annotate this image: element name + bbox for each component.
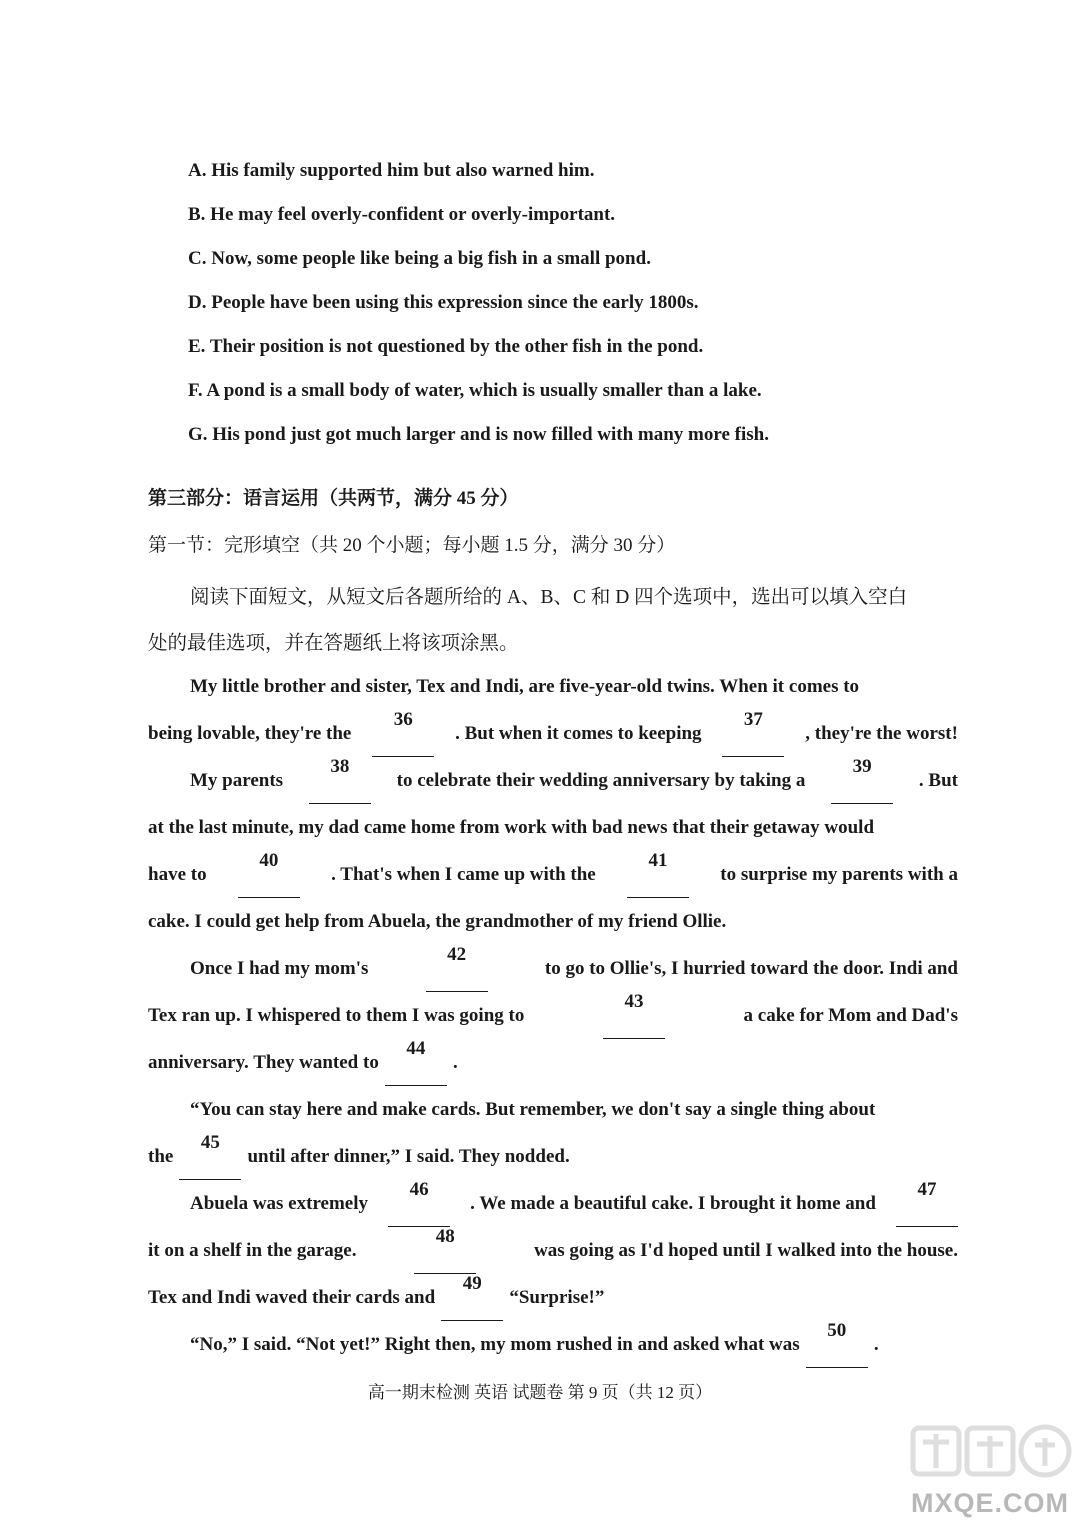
passage-text: it on a shelf in the garage. — [148, 1240, 357, 1261]
passage-text: have to — [148, 864, 207, 885]
passage-text: My little brother and sister, Tex and Indi, are five-year-old twins. When it comes to — [190, 676, 860, 697]
passage-text: to surprise my parents with a — [720, 864, 958, 885]
blank-47: 47 — [896, 1180, 958, 1227]
blank-48: 48 — [414, 1227, 476, 1274]
passage-line — [148, 757, 958, 804]
passage-line — [148, 1086, 958, 1133]
passage-text: . But — [918, 770, 958, 791]
passage-text: to go to Ollie's, I hurried toward the door. Indi and — [544, 958, 958, 979]
answer-options — [188, 157, 769, 465]
passage-text: “Surprise!” — [509, 1287, 605, 1308]
option-e: E. Their position is not questioned by the other fish in the pond. — [188, 336, 704, 357]
blank-49: 49 — [441, 1274, 503, 1321]
option-a: A. His family supported him but also warned him. — [188, 160, 595, 181]
option-f: F. A pond is a small body of water, which is usually smaller than a lake. — [188, 380, 762, 401]
blank-43: 43 — [603, 992, 665, 1039]
passage-text: . We made a beautiful cake. I brought it home and — [470, 1193, 876, 1214]
passage-text: Tex ran up. I whispered to them I was going to — [148, 1005, 525, 1026]
passage-line — [148, 1321, 958, 1368]
blank-40: 40 — [238, 851, 300, 898]
passage-text: being lovable, they're the — [148, 723, 352, 744]
passage-text: the — [148, 1146, 174, 1167]
instructions — [148, 575, 958, 667]
instruction-line: 处的最佳选项，并在答题纸上将该项涂黑。 — [148, 633, 519, 654]
passage-text: . — [873, 1334, 879, 1355]
watermark-text: MXQE.COM — [910, 1488, 1069, 1518]
passage-line — [148, 804, 958, 851]
passage-text: . But when it comes to keeping — [455, 723, 702, 744]
passage-line — [148, 663, 958, 710]
blank-38: 38 — [309, 757, 371, 804]
blank-46: 46 — [388, 1180, 450, 1227]
passage-text: , they're the worst! — [805, 723, 958, 744]
passage-text: . That's when I came up with the — [331, 864, 596, 885]
passage-text: Once I had my mom's — [190, 958, 369, 979]
passage-line — [148, 1133, 958, 1180]
instruction-line: 阅读下面短文，从短文后各题所给的 A、B、C 和 D 四个选项中，选出可以填入空白 — [190, 587, 908, 608]
passage-line — [148, 1227, 958, 1274]
passage-text: “You can stay here and make cards. But remember, we don't say a single thing about — [190, 1099, 876, 1120]
passage-line — [148, 1039, 958, 1086]
passage-text: was going as I'd hoped until I walked into the house. — [534, 1240, 958, 1261]
passage-line — [148, 945, 958, 992]
blank-42: 42 — [426, 945, 488, 992]
passage-text: at the last minute, my dad came home from work with bad news that their getaway would — [148, 817, 875, 838]
section-heading: 第三部分：语言运用（共两节，满分 45 分） — [148, 488, 519, 509]
blank-36: 36 — [372, 710, 434, 757]
passage-text: “No,” I said. “Not yet!” Right then, my mom rushed in and asked what was — [190, 1334, 800, 1355]
blank-39: 39 — [831, 757, 893, 804]
passage-line — [148, 898, 958, 945]
subsection-heading: 第一节：完形填空（共 20 个小题；每小题 1.5 分，满分 30 分） — [148, 535, 676, 556]
option-g: G. His pond just got much larger and is now filled with many more fish. — [188, 424, 769, 445]
passage-text: My parents — [190, 770, 284, 791]
page-footer: 高一期末检测 英语 试题卷 第 9 页（共 12 页） — [367, 1383, 713, 1402]
passage-line — [148, 1274, 958, 1321]
passage-text: Tex and Indi waved their cards and — [148, 1287, 436, 1308]
option-b: B. He may feel overly-confident or overly-important. — [188, 204, 616, 225]
blank-37: 37 — [722, 710, 784, 757]
passage-text: a cake for Mom and Dad's — [743, 1005, 958, 1026]
passage-text: . — [453, 1052, 458, 1073]
passage-line — [148, 992, 958, 1039]
option-c: C. Now, some people like being a big fish in a small pond. — [188, 248, 651, 269]
passage-text: to celebrate their wedding anniversary by taking a — [396, 770, 806, 791]
cloze-passage — [148, 663, 958, 1368]
option-d: D. People have been using this expression since the early 1800s. — [188, 292, 699, 313]
blank-44: 44 — [385, 1039, 447, 1086]
passage-line — [148, 1180, 958, 1227]
passage-text: anniversary. They wanted to — [148, 1052, 379, 1073]
passage-text: until after dinner,” I said. They nodded. — [247, 1146, 570, 1167]
passage-line — [148, 851, 958, 898]
blank-50: 50 — [806, 1321, 868, 1368]
blank-41: 41 — [627, 851, 689, 898]
blank-45: 45 — [179, 1133, 241, 1180]
passage-line — [148, 710, 958, 757]
passage-text: Abuela was extremely — [190, 1193, 369, 1214]
passage-text: cake. I could get help from Abuela, the grandmother of my friend Ollie. — [148, 911, 727, 932]
